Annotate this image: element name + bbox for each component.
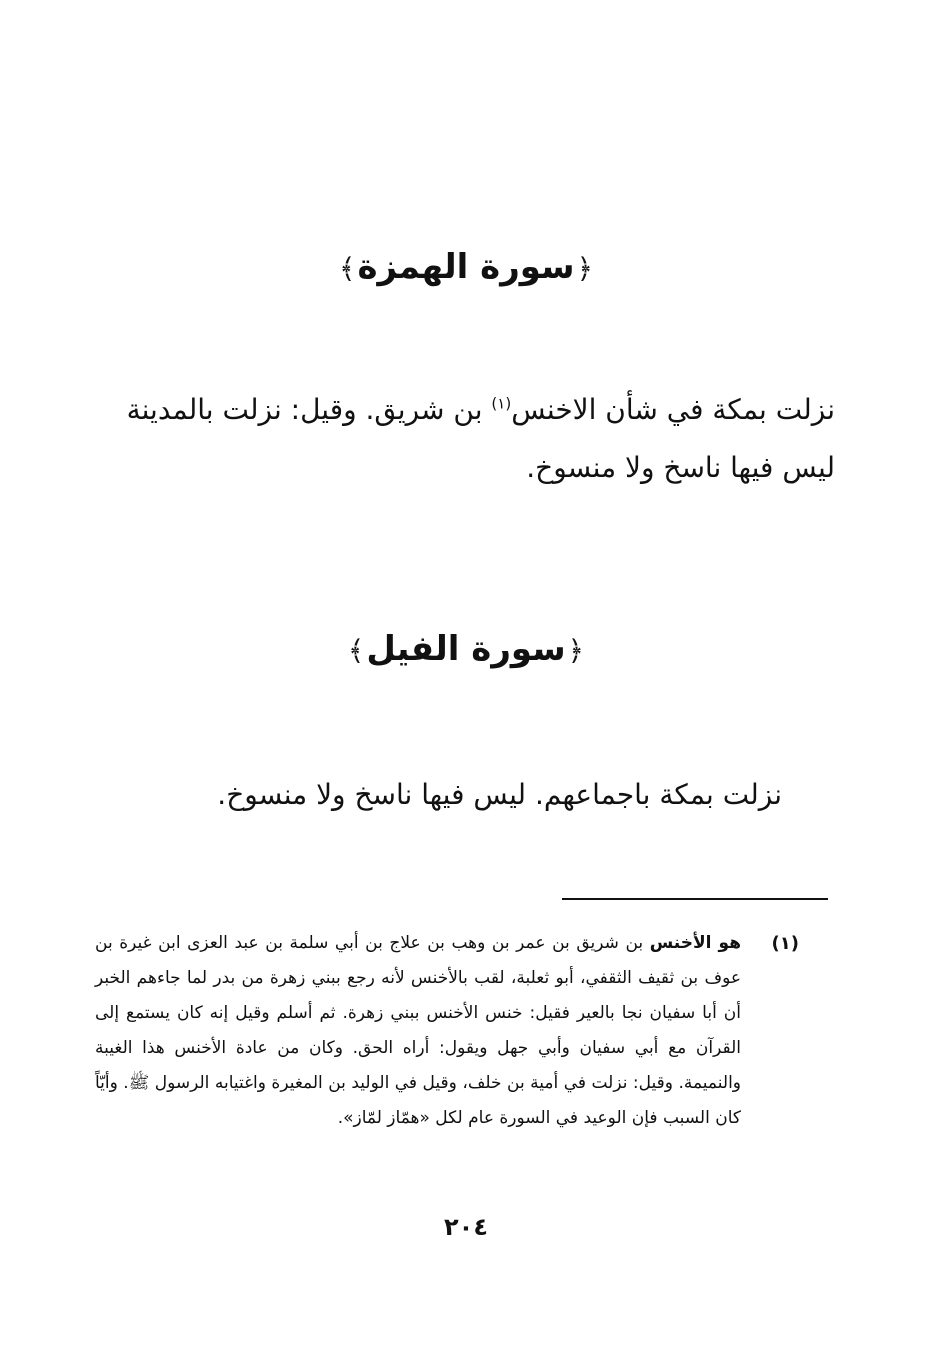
section-heading-fil [0,625,932,675]
footnote [95,926,799,1136]
footnote-separator [562,898,828,900]
heading-text: سورة الهمزة [357,247,575,287]
ornament-close: ﴾ [347,634,365,667]
section-paragraph-humaza [95,381,835,497]
ornament-close: ﴾ [339,252,356,285]
footnote-body [95,926,741,1136]
footnote-lead: هو الأخنس [649,933,741,953]
footnote-text: بن شريق بن عمر بن وهب بن علاج بن أبي سلمة بن عبد العزى ابن غيرة بن عوف بن ثقيف الثقفي، أبو ثعلبة، لقب بالأخنس لأنه رجع ببني زهرة من بدر لما جاءهم الخبر أن أبا سفيان نجا بالعير فقيل: خنس الأخنس ببني زهرة. ثم أسلم وقيل إنه كان يستمع إلى القرآن مع أبي سفيان وأبي جهل ويقول: أراه الحق. وكان من عادة الأخنس هذا الغيبة والنميمة. وقيل: نزلت في أمية بن خلف، وقيل في الوليد بن المغيرة واغتيابه الرسول ﷺ. وأيّاً كان السبب فإن الوعيد في السورة عام لكل «همّاز لمّاز». [95,933,741,1128]
section-heading-humaza [0,243,932,293]
ornament-open: ﴿ [576,252,593,285]
footnote-marker: (١) [771,933,799,954]
footnote-reference[interactable]: (١) [491,394,512,413]
paragraph-text-before-note: نزلت بمكة في شأن الاخنس [511,393,835,426]
section-paragraph-fil [150,766,782,824]
paragraph-text: نزلت بمكة باجماعهم. ليس فيها ناسخ ولا منسوخ. [217,778,782,811]
heading-text: سورة الفيل [366,629,566,669]
ornament-open: ﴿ [567,634,585,667]
page-number: ٢٠٤ [444,1213,488,1241]
paragraph-text-after-note: بن شريق. وقيل: نزلت بالمدينة ليس فيها ناسخ ولا منسوخ. [126,393,835,484]
